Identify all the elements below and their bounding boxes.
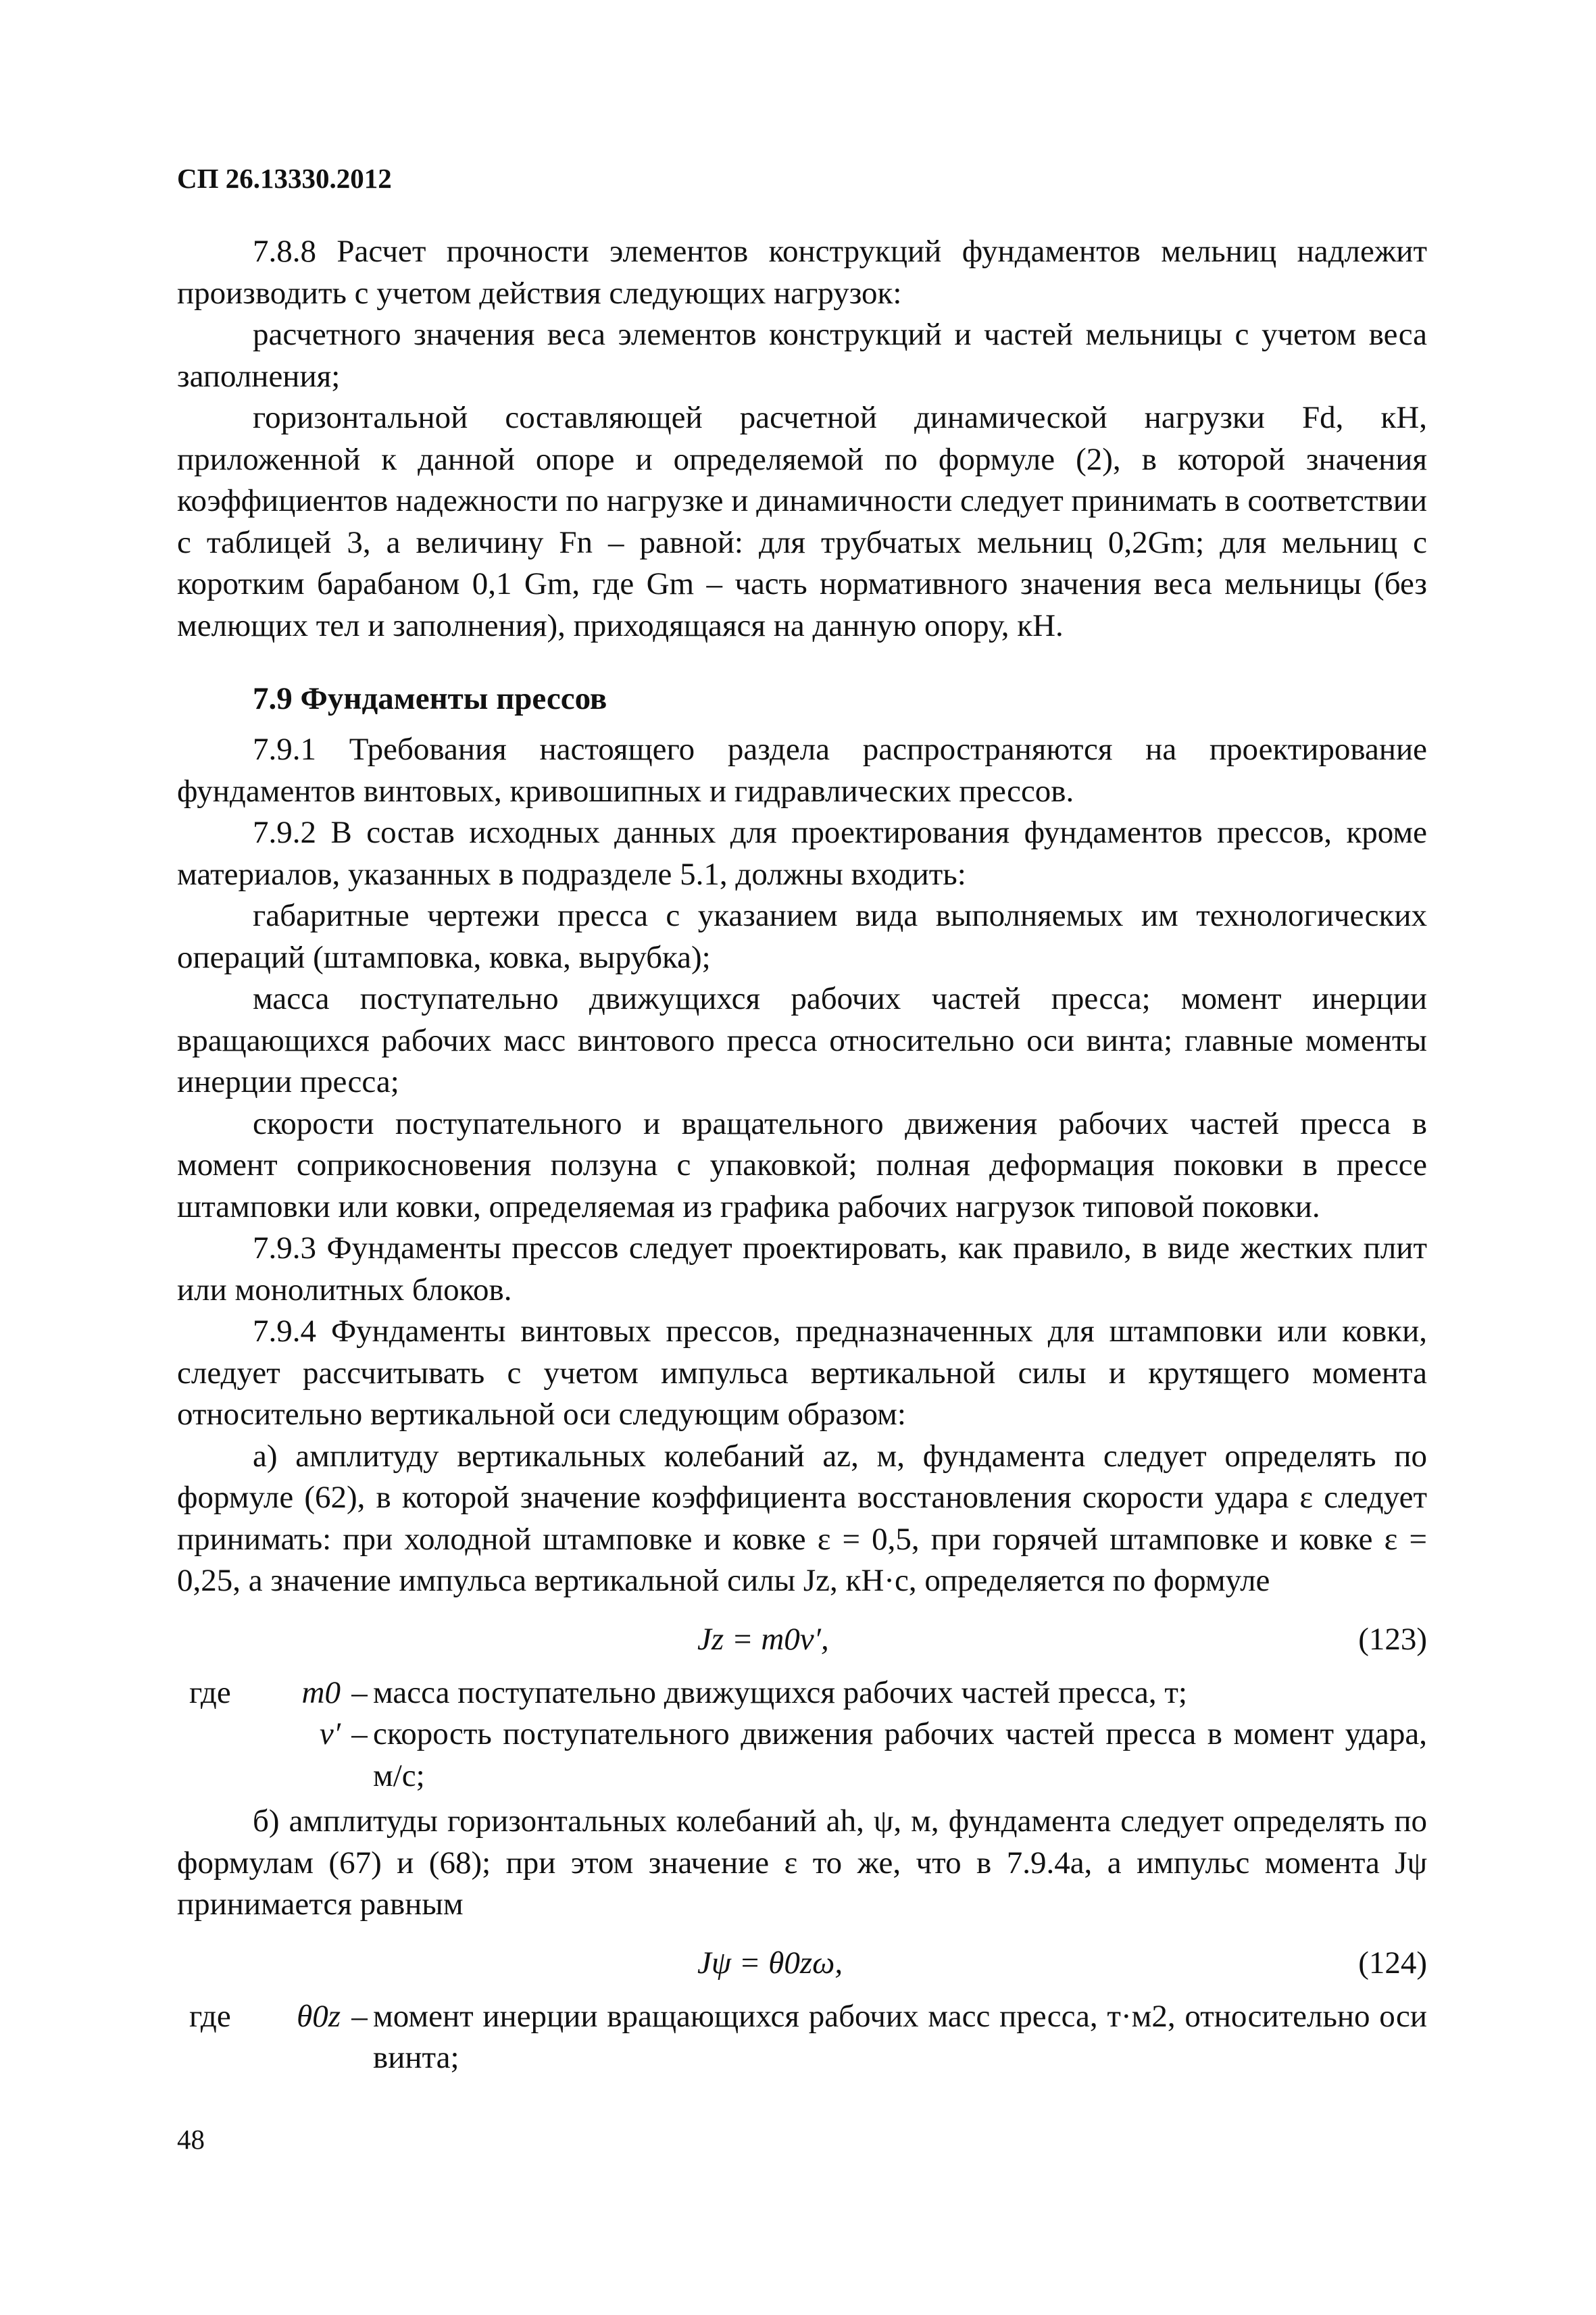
formula-123-number: (123) bbox=[1358, 1621, 1427, 1657]
paragraph-speeds: скорости поступательного и вращательного движения рабочих частей пресса в момент соприкосновения ползуна с упаковкой; полная деформация поковки в прессе штамповки или ковки, определяемая из графика рабочих нагрузок типовой поковки. bbox=[177, 1105, 1427, 1224]
paragraph-load-weight: расчетного значения веса элементов конструкций и частей мельницы с учетом веса заполнения; bbox=[177, 317, 1427, 394]
where-symbol: θ0z bbox=[297, 1998, 341, 2034]
formula-124 bbox=[177, 1939, 1427, 1987]
paragraph-drawings: габаритные чертежи пресса с указанием вида выполняемых им технологических операций (штамповка, ковка, вырубка); bbox=[177, 898, 1427, 975]
paragraph-7-9-1: 7.9.1 Требования настоящего раздела распространяются на проектирование фундаментов винтовых, кривошипных и гидравлических прессов. bbox=[177, 732, 1427, 809]
where-label: где bbox=[189, 1674, 231, 1710]
where-definition: масса поступательно движущихся рабочих частей пресса, т; bbox=[373, 1674, 1187, 1710]
formula-124-number: (124) bbox=[1358, 1945, 1427, 1981]
where-dash: – bbox=[351, 1716, 368, 1751]
formula-123-expression: Jz = m0v′, bbox=[697, 1621, 829, 1657]
where-definition: скорость поступательного движения рабочих частей пресса в момент удара, м/с; bbox=[373, 1716, 1427, 1793]
document-header: СП 26.13330.2012 bbox=[177, 163, 392, 194]
paragraph-7-9-4: 7.9.4 Фундаменты винтовых прессов, предназначенных для штамповки или ковки, следует рассчитывать с учетом импульса вертикальной силы и крутящего момента относительно вертикальной оси следующим образом: bbox=[177, 1314, 1427, 1432]
paragraph-item-a: а) амплитуду вертикальных колебаний az, м, фундамента следует определять по формуле (62), в которой значение коэффициента восстановления скорости удара ε следует принимать: при холодной штамповке и ковке ε = 0,5, при горячей штамповке и ковке ε = 0,25, а значение импульса вертикальной силы Jz, кН·с, определяется по формуле bbox=[177, 1438, 1427, 1598]
formula-123 bbox=[177, 1616, 1427, 1663]
page-number: 48 bbox=[177, 2124, 205, 2155]
where-dash: – bbox=[351, 1998, 368, 2034]
where-block-123 bbox=[177, 1672, 1427, 1797]
where-block-124 bbox=[177, 1996, 1427, 2079]
paragraph-item-b: б) амплитуды горизонтальных колебаний ah, ψ, м, фундамента следует определять по формулам (67) и (68); при этом значение ε то же, что в 7.9.4а, а импульс момента Jψ принимается равным bbox=[177, 1803, 1427, 1922]
where-label: где bbox=[189, 1998, 231, 2034]
where-symbol: m0 bbox=[301, 1674, 341, 1710]
where-dash: – bbox=[351, 1674, 368, 1710]
document-page bbox=[177, 162, 1427, 2083]
paragraph-7-8-8: 7.8.8 Расчет прочности элементов конструкций фундаментов мельниц надлежит производить с учетом действия следующих нагрузок: bbox=[177, 234, 1427, 311]
paragraph-load-horizontal: горизонтальной составляющей расчетной динамической нагрузки Fd, кН, приложенной к данной опоре и определяемой по формуле (2), в которой значения коэффициентов надежности по нагрузке и динамичности следует принимать в соответствии с таблицей 3, а величину Fn – равной: для трубчатых мельниц 0,2Gm; для мельниц с коротким барабаном 0,1 Gm, где Gm – часть нормативного значения веса мельницы (без мелющих тел и заполнения), приходящаяся на данную опору, кН. bbox=[177, 400, 1427, 643]
formula-124-expression: Jψ = θ0zω, bbox=[697, 1945, 843, 1981]
paragraph-7-9-2: 7.9.2 В состав исходных данных для проектирования фундаментов прессов, кроме материалов, указанных в подразделе 5.1, должны входить: bbox=[177, 815, 1427, 892]
paragraph-mass: масса поступательно движущихся рабочих частей пресса; момент инерции вращающихся рабочих масс винтового пресса относительно оси винта; главные моменты инерции пресса; bbox=[177, 981, 1427, 1099]
section-title-7-9: 7.9 Фундаменты прессов bbox=[253, 681, 607, 716]
where-symbol: v′ bbox=[319, 1716, 341, 1751]
paragraph-7-9-3: 7.9.3 Фундаменты прессов следует проектировать, как правило, в виде жестких плит или монолитных блоков. bbox=[177, 1230, 1427, 1308]
where-definition: момент инерции вращающихся рабочих масс пресса, т·м2, относительно оси винта; bbox=[373, 1998, 1427, 2075]
